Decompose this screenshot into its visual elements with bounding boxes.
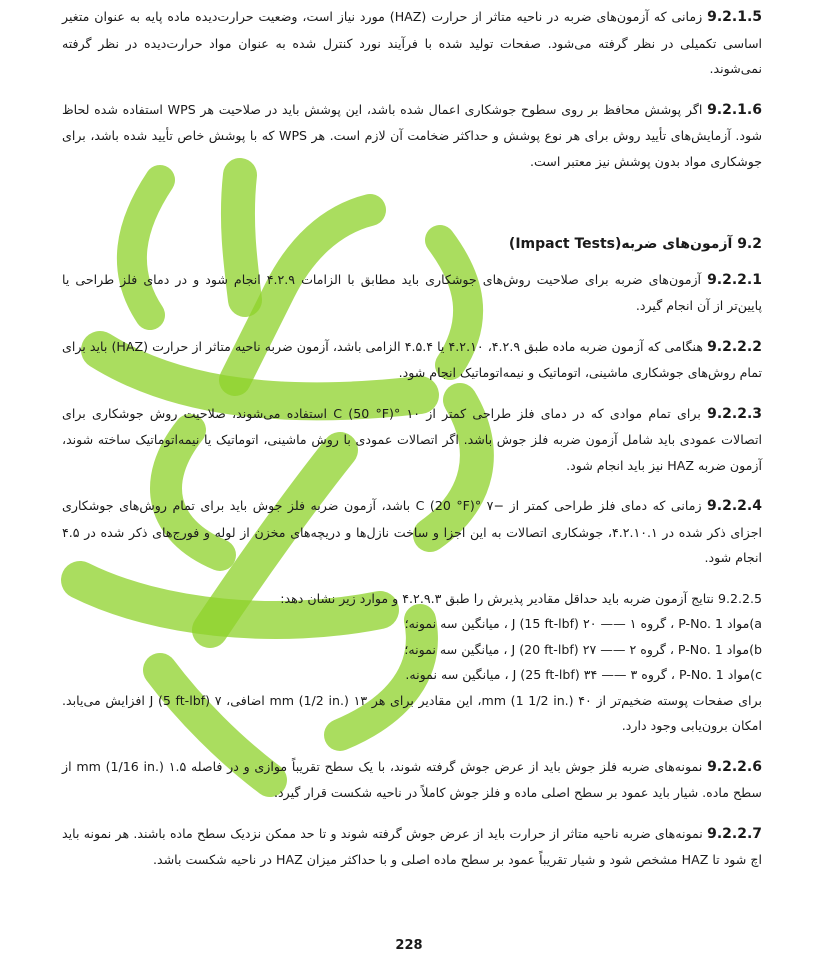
document-body	[62, 4, 762, 888]
paragraph-9-2-1-5	[62, 4, 762, 82]
paragraph-number: 9.2.2.1	[707, 271, 762, 288]
paragraph-text: زمانی که دمای فلز طراحی کمتر از −۷ °C (20 °F) باشد، آزمون ضربه فلز جوش باید برای تمام روش‌های جوشکاری اجزای ذکر شده در ۴.۲.۱۰.۱، جوشکاری اتصالات به این اجزا و ساخت نازل‌ها و دریچه‌های مخزن از لوله و فورج‌های ذکر شده در ۴.۵ انجام شود.	[62, 498, 762, 565]
paragraph-9-2-2-5	[62, 586, 762, 612]
paragraph-number: 9.2.2.5	[717, 590, 762, 606]
paragraph-number: 9.2.1.5	[707, 9, 762, 25]
page-number: 228	[395, 938, 423, 953]
list-item-c: c)مواد P-No. 1 ، گروه ۳ —— ۳۴ J (25 ft-lbf) ، میانگین سه نمونه.	[405, 667, 762, 682]
paragraph-9-2-2-4	[62, 493, 762, 571]
paragraph-text: هنگامی که آزمون ضربه ماده طبق ۴.۲.۹، ۴.۲.۱۰ یا ۴.۵.۴ الزامی باشد، آزمون ضربه ناحیه متاثر از حرارت (HAZ) باید برای تمام روش‌های جوشکاری ماشینی، اتوماتیک و نیمه‌اتوماتیک انجام شود.	[62, 338, 762, 380]
paragraph-number: 9.2.1.6	[707, 101, 762, 118]
paragraph-number: 9.2.2.3	[707, 405, 762, 422]
paragraph-number: 9.2.2.4	[707, 498, 762, 514]
paragraph-text: اگر پوشش محافظ بر روی سطوح جوشکاری اعمال شده باشد، این پوشش باید در صلاحیت هر WPS استفاده شده لحاظ شود. آزمایش‌های تأیید روش برای هر نوع پوشش و حداکثر ضخامت آن لازم است. هر WPS که با پوشش خاص تأیید شده باشد، برای جوشکاری مواد بدون پوشش نیز معتبر است.	[62, 101, 762, 169]
paragraph-text: برای تمام موادی که در دمای فلز طراحی کمتر از ۱۰ °C (50 °F) استفاده می‌شوند، صلاحیت روش جوشکاری برای اتصالات عمودی باید شامل آزمون ضربه فلز جوش باشد. اگر اتصالات عمودی با روش ماشینی، اتوماتیک یا نیمه‌اتوماتیک ساخته شوند، آزمون ضربه HAZ نیز باید انجام شود.	[62, 405, 762, 473]
paragraph-9-2-2-3	[62, 401, 762, 479]
list-item-b: b)مواد P-No. 1 ، گروه ۲ —— ۲۷ J (20 ft-lbf) ، میانگین سه نمونه؛	[404, 641, 762, 657]
heading-number: 9.2	[737, 236, 762, 252]
section-heading-9-2	[62, 232, 762, 258]
paragraph-9-2-2-6	[62, 754, 762, 806]
paragraph-9-2-2-5-note: برای صفحات پوسته ضخیم‌تر از ۴۰ mm (1 1/2 in.)، این مقادیر برای هر ۱۳ mm (1/2 in.) اضافی، ۷ J (5 ft-lbf) افزایش می‌یابد. امکان برون‌یابی وجود دارد.	[62, 692, 762, 733]
paragraph-number: 9.2.2.2	[707, 338, 762, 355]
paragraph-number: 9.2.2.7	[707, 825, 762, 842]
list-item-a: a)مواد P-No. 1 ، گروه ۱ —— ۲۰ J (15 ft-lbf) ، میانگین سه نمونه؛	[404, 616, 762, 631]
paragraph-9-2-2-1	[62, 267, 762, 319]
paragraph-9-2-1-6	[62, 97, 762, 175]
paragraph-number: 9.2.2.6	[707, 758, 762, 775]
paragraph-text: نمونه‌های ضربه فلز جوش باید از عرض جوش گرفته شوند، با یک سطح تقریباً موازی و در فاصله ۱.۵ mm (1/16 in.) از سطح ماده. شیار باید عمود بر سطح اصلی ماده و فلز جوش کاملاً در ناحیه شکست قرار گیرد.	[62, 758, 762, 800]
paragraph-9-2-2-2	[62, 334, 762, 386]
paragraph-text: نمونه‌های ضربه ناحیه متاثر از حرارت باید از عرض جوش گرفته شوند و تا حد ممکن نزدیک سطح ماده باشند. هر نمونه باید اچ شود تا HAZ مشخص شود و شیار تقریباً عمود بر سطح ماده اصلی و با حداکثر میزان HAZ در ناحیه شکست باشد.	[62, 825, 762, 867]
paragraph-text: آزمون‌های ضربه برای صلاحیت روش‌های جوشکاری باید مطابق با الزامات ۴.۲.۹ انجام شود و در دمای فلز طراحی یا پایین‌تر از آن انجام گیرد.	[62, 271, 762, 313]
paragraph-9-2-2-7	[62, 821, 762, 873]
paragraph-text: نتایج آزمون ضربه باید حداقل مقادیر پذیرش را طبق ۴.۲.۹.۳ و موارد زیر نشان دهد:	[280, 590, 714, 606]
heading-text: آزمون‌های ضربه(Impact Tests)	[508, 236, 733, 252]
paragraph-text: زمانی که آزمون‌های ضربه در ناحیه متاثر از حرارت (HAZ) مورد نیاز است، وضعیت حرارت‌دیده ماده پایه به عنوان متغیر اساسی تکمیلی در نظر گرفته می‌شود. صفحات تولید شده با فرآیند نورد کنترل شده به عنوان مواد حرارت‌دیده در نظر گرفته نمی‌شوند.	[62, 9, 762, 76]
